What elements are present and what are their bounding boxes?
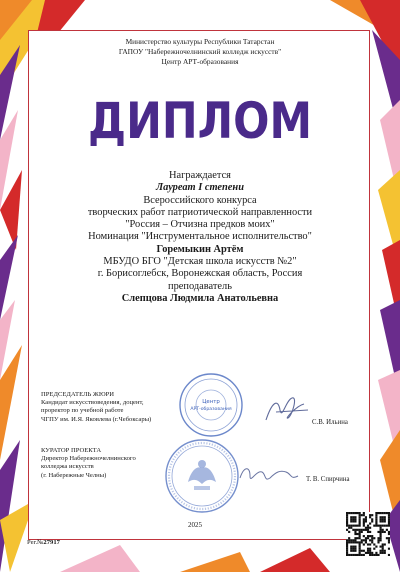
- qr-module: [371, 518, 373, 520]
- qr-module: [365, 537, 367, 539]
- qr-module: [375, 512, 377, 514]
- jury-line-2: проректор по учебной работе: [41, 407, 124, 415]
- qr-module: [371, 554, 373, 556]
- qr-module: [359, 520, 361, 522]
- qr-module: [350, 539, 352, 541]
- qr-module: [346, 550, 348, 552]
- qr-module: [350, 520, 352, 522]
- qr-module: [350, 550, 352, 552]
- qr-module: [354, 554, 356, 556]
- qr-module: [384, 531, 386, 533]
- qr-module: [354, 531, 356, 533]
- qr-module: [359, 529, 361, 531]
- qr-module: [375, 516, 377, 518]
- qr-module: [388, 541, 390, 543]
- qr-module: [346, 520, 348, 522]
- qr-module: [359, 552, 361, 554]
- qr-module: [359, 548, 361, 550]
- qr-module: [388, 516, 390, 518]
- center-stamp: [178, 372, 244, 438]
- qr-module: [375, 554, 377, 556]
- qr-module: [384, 512, 386, 514]
- qr-module: [388, 512, 390, 514]
- qr-module: [359, 516, 361, 518]
- qr-module: [388, 520, 390, 522]
- issue-year: 2025: [188, 521, 202, 529]
- qr-module: [367, 543, 369, 545]
- qr-module: [361, 554, 363, 556]
- qr-module: [388, 531, 390, 533]
- qr-module: [373, 548, 375, 550]
- qr-module: [346, 552, 348, 554]
- qr-module: [346, 522, 348, 524]
- qr-module: [375, 520, 377, 522]
- qr-module: [346, 539, 348, 541]
- stamp-top-text: Центр: [202, 399, 220, 405]
- qr-module: [365, 516, 367, 518]
- qr-module: [361, 529, 363, 531]
- qr-module: [367, 550, 369, 552]
- qr-module: [375, 514, 377, 516]
- qr-module: [382, 529, 384, 531]
- qr-module: [384, 552, 386, 554]
- qr-module: [388, 518, 390, 520]
- qr-module: [354, 533, 356, 535]
- qr-module: [354, 541, 356, 543]
- qr-module: [380, 546, 382, 548]
- qr-module: [371, 541, 373, 543]
- qr-module: [365, 520, 367, 522]
- qr-module: [377, 525, 379, 527]
- reg-label: Рег.№: [27, 539, 44, 546]
- qr-module: [350, 541, 352, 543]
- qr-module: [361, 514, 363, 516]
- qr-module: [361, 539, 363, 541]
- qr-module: [365, 527, 367, 529]
- qr-module: [365, 541, 367, 543]
- teacher-role: преподаватель: [168, 280, 232, 292]
- qr-module: [354, 537, 356, 539]
- qr-module: [354, 518, 356, 520]
- qr-module: [363, 514, 365, 516]
- qr-module: [352, 512, 354, 514]
- qr-module: [382, 512, 384, 514]
- qr-module: [371, 537, 373, 539]
- qr-module: [356, 525, 358, 527]
- qr-module: [369, 522, 371, 524]
- qr-module: [386, 525, 388, 527]
- qr-module: [365, 518, 367, 520]
- qr-module: [363, 522, 365, 524]
- qr-module: [354, 539, 356, 541]
- qr-module: [388, 533, 390, 535]
- qr-module: [375, 552, 377, 554]
- qr-module: [384, 516, 386, 518]
- qr-module: [363, 529, 365, 531]
- qr-module: [363, 535, 365, 537]
- qr-module: [354, 520, 356, 522]
- qr-module: [380, 533, 382, 535]
- qr-module: [354, 550, 356, 552]
- qr-module: [363, 525, 365, 527]
- qr-module: [350, 548, 352, 550]
- qr-module: [346, 512, 348, 514]
- qr-module: [359, 522, 361, 524]
- qr-code-image: [346, 512, 390, 556]
- qr-module: [352, 525, 354, 527]
- qr-module: [354, 516, 356, 518]
- qr-module: [369, 554, 371, 556]
- qr-module: [354, 529, 356, 531]
- qr-module: [377, 541, 379, 543]
- qr-module: [348, 541, 350, 543]
- qr-module: [365, 529, 367, 531]
- registration-number: [27, 539, 60, 546]
- qr-module: [350, 518, 352, 520]
- curator-title: КУРАТОР ПРОЕКТА: [41, 447, 102, 454]
- qr-module: [359, 535, 361, 537]
- stamp-bottom-text: АРТ-образования: [190, 407, 232, 412]
- qr-module: [354, 525, 356, 527]
- qr-module: [367, 537, 369, 539]
- qr-module: [367, 525, 369, 527]
- qr-module: [369, 527, 371, 529]
- qr-module: [377, 554, 379, 556]
- curator-signature: [236, 460, 302, 490]
- qr-module: [359, 543, 361, 545]
- qr-module: [384, 518, 386, 520]
- qr-module: [382, 525, 384, 527]
- school-line: МБУДО БГО "Детская школа искусств №2": [103, 256, 297, 268]
- qr-module: [352, 516, 354, 518]
- qr-module: [359, 554, 361, 556]
- qr-module: [386, 537, 388, 539]
- qr-module: [363, 543, 365, 545]
- qr-module: [369, 516, 371, 518]
- qr-module: [348, 512, 350, 514]
- qr-module: [356, 554, 358, 556]
- qr-module: [373, 543, 375, 545]
- qr-module: [373, 525, 375, 527]
- qr-module: [346, 554, 348, 556]
- qr-module: [369, 514, 371, 516]
- qr-module: [352, 546, 354, 548]
- qr-module: [356, 529, 358, 531]
- qr-module: [367, 529, 369, 531]
- qr-module: [348, 537, 350, 539]
- award-text: [42, 170, 358, 305]
- qr-module: [384, 520, 386, 522]
- qr-module: [363, 539, 365, 541]
- qr-module: [346, 546, 348, 548]
- curator-signer-name: Т. В. Спирчина: [306, 476, 350, 483]
- qr-module: [359, 550, 361, 552]
- qr-module: [363, 550, 365, 552]
- qr-module: [346, 518, 348, 520]
- contest-line-3: "Россия – Отчизна предков моих": [125, 219, 275, 231]
- qr-module: [346, 525, 348, 527]
- curator-line-3: (г. Набережные Челны): [41, 471, 107, 479]
- qr-module: [375, 525, 377, 527]
- qr-module: [356, 512, 358, 514]
- qr-module: [388, 539, 390, 541]
- qr-module: [369, 535, 371, 537]
- contest-line-1: Всероссийского конкурса: [143, 194, 257, 206]
- qr-module: [380, 550, 382, 552]
- issuer-header: [0, 37, 400, 67]
- qr-module: [363, 518, 365, 520]
- qr-module: [382, 531, 384, 533]
- qr-module: [375, 546, 377, 548]
- qr-module: [359, 525, 361, 527]
- qr-module: [380, 539, 382, 541]
- qr-module: [346, 548, 348, 550]
- qr-module: [359, 546, 361, 548]
- qr-module: [361, 541, 363, 543]
- qr-module: [382, 518, 384, 520]
- qr-module: [382, 520, 384, 522]
- qr-module: [375, 522, 377, 524]
- qr-module: [369, 539, 371, 541]
- qr-module: [377, 539, 379, 541]
- qr-module: [367, 552, 369, 554]
- qr-module: [371, 539, 373, 541]
- qr-module: [382, 550, 384, 552]
- qr-module: [359, 541, 361, 543]
- qr-module: [359, 518, 361, 520]
- college-line: ГАПОУ "Набережночелнинский колледж искусств": [118, 47, 282, 56]
- qr-module: [350, 525, 352, 527]
- qr-module: [388, 554, 390, 556]
- qr-module: [375, 518, 377, 520]
- college-seal: [164, 438, 240, 514]
- qr-module: [352, 541, 354, 543]
- qr-module: [380, 520, 382, 522]
- qr-module: [363, 512, 365, 514]
- qr-module: [365, 539, 367, 541]
- qr-module: [365, 552, 367, 554]
- qr-module: [350, 516, 352, 518]
- qr-module: [346, 541, 348, 543]
- qr-module: [388, 525, 390, 527]
- qr-module: [380, 552, 382, 554]
- qr-module: [369, 548, 371, 550]
- curator-block: [41, 447, 136, 480]
- qr-module: [373, 537, 375, 539]
- qr-module: [350, 546, 352, 548]
- qr-code: [346, 512, 390, 556]
- qr-module: [380, 531, 382, 533]
- qr-module: [388, 514, 390, 516]
- qr-module: [373, 554, 375, 556]
- qr-module: [380, 518, 382, 520]
- laureate-name: Горемыкин Артём: [156, 243, 244, 255]
- qr-module: [380, 537, 382, 539]
- qr-module: [361, 550, 363, 552]
- qr-module: [371, 552, 373, 554]
- qr-module: [369, 543, 371, 545]
- jury-line-3: ЧГПУ им. И.Я. Яковлева (г.Чебоксары): [41, 415, 152, 423]
- qr-module: [356, 537, 358, 539]
- qr-module: [367, 548, 369, 550]
- jury-title: ПРЕДСЕДАТЕЛЬ ЖЮРИ: [41, 391, 115, 398]
- qr-module: [367, 531, 369, 533]
- qr-module: [371, 520, 373, 522]
- qr-module: [371, 535, 373, 537]
- qr-module: [380, 512, 382, 514]
- qr-module: [380, 529, 382, 531]
- jury-signer-name: С.В. Ильина: [312, 419, 348, 426]
- qr-module: [384, 550, 386, 552]
- qr-module: [350, 527, 352, 529]
- qr-module: [346, 516, 348, 518]
- qr-module: [367, 535, 369, 537]
- qr-module: [350, 512, 352, 514]
- contest-line-2: творческих работ патриотической направленности: [87, 206, 313, 218]
- qr-module: [352, 520, 354, 522]
- qr-module: [386, 512, 388, 514]
- qr-module: [356, 541, 358, 543]
- qr-module: [388, 537, 390, 539]
- qr-module: [386, 529, 388, 531]
- jury-signature: [262, 392, 312, 428]
- diploma-title: [0, 88, 400, 148]
- qr-module: [380, 527, 382, 529]
- qr-module: [384, 525, 386, 527]
- qr-module: [352, 554, 354, 556]
- qr-module: [371, 514, 373, 516]
- qr-module: [348, 554, 350, 556]
- qr-module: [369, 550, 371, 552]
- qr-module: [356, 533, 358, 535]
- qr-module: [359, 531, 361, 533]
- qr-module: [380, 535, 382, 537]
- qr-module: [382, 543, 384, 545]
- qr-module: [363, 520, 365, 522]
- qr-module: [382, 546, 384, 548]
- qr-module: [388, 548, 390, 550]
- qr-module: [348, 525, 350, 527]
- qr-module: [352, 518, 354, 520]
- qr-module: [348, 539, 350, 541]
- qr-module: [350, 554, 352, 556]
- qr-module: [346, 543, 348, 545]
- degree-label: Лауреат I степени: [156, 182, 244, 194]
- qr-module: [346, 514, 348, 516]
- qr-module: [354, 512, 356, 514]
- qr-module: [382, 516, 384, 518]
- jury-block: [41, 391, 151, 424]
- qr-module: [348, 531, 350, 533]
- qr-module: [377, 512, 379, 514]
- title-text: ДИПЛОМ: [88, 92, 312, 148]
- qr-module: [361, 531, 363, 533]
- qr-module: [348, 527, 350, 529]
- qr-module: [380, 525, 382, 527]
- qr-module: [359, 537, 361, 539]
- jury-line-1: Кандидат искусствоведения, доцент,: [41, 399, 144, 407]
- reg-value: 27917: [43, 539, 60, 546]
- curator-line-2: колледжа искусств: [41, 463, 94, 471]
- qr-module: [346, 529, 348, 531]
- qr-module: [377, 531, 379, 533]
- qr-module: [354, 546, 356, 548]
- qr-module: [352, 548, 354, 550]
- qr-module: [359, 533, 361, 535]
- city-line: г. Борисоглебск, Воронежская область, Россия: [97, 268, 303, 280]
- awarded-label: Награждается: [169, 170, 231, 181]
- qr-module: [363, 554, 365, 556]
- qr-module: [352, 550, 354, 552]
- qr-module: [388, 522, 390, 524]
- nomination-line: Номинация "Инструментальное исполнительство": [88, 231, 312, 243]
- qr-module: [352, 529, 354, 531]
- qr-module: [382, 548, 384, 550]
- qr-module: [367, 527, 369, 529]
- qr-module: [359, 514, 361, 516]
- qr-module: [354, 548, 356, 550]
- qr-module: [369, 552, 371, 554]
- teacher-name: Слепцова Людмила Анатольевна: [121, 292, 279, 304]
- qr-module: [377, 537, 379, 539]
- qr-module: [359, 512, 361, 514]
- center-line: Центр АРТ-образования: [161, 57, 239, 66]
- qr-module: [380, 516, 382, 518]
- ministry-line: Министерство культуры Республики Татарстан: [125, 37, 275, 46]
- qr-module: [382, 552, 384, 554]
- qr-module: [384, 543, 386, 545]
- curator-line-1: Директор Набережночелнинского: [41, 455, 136, 463]
- qr-module: [352, 539, 354, 541]
- qr-module: [369, 531, 371, 533]
